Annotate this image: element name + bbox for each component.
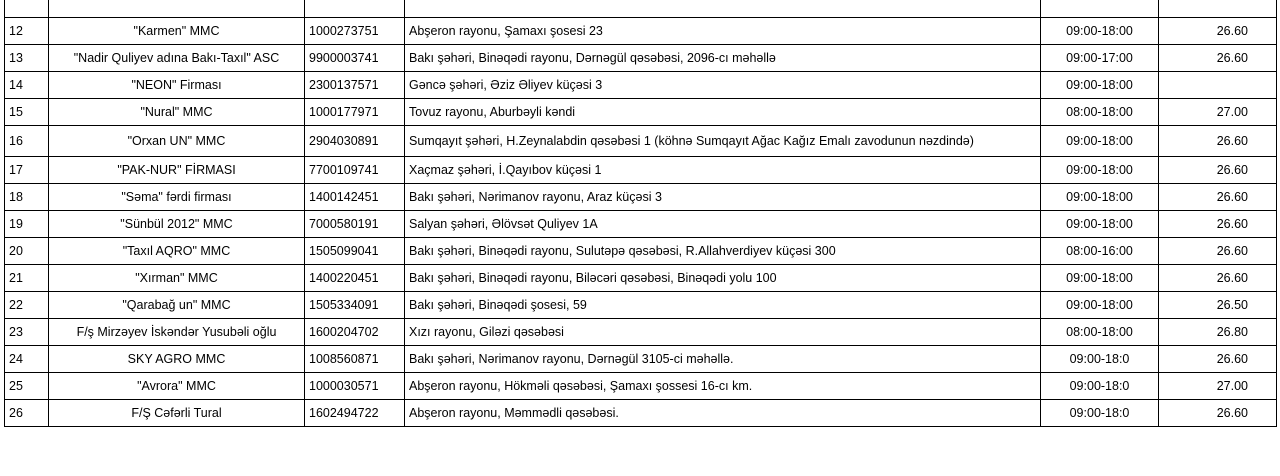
cell-company-name: "Xırman" MMC bbox=[49, 265, 305, 292]
cell-price: 26.60 bbox=[1159, 238, 1277, 265]
cell-tax-id: 1400220451 bbox=[305, 265, 405, 292]
table-row bbox=[5, 292, 1277, 319]
cell-tax-id: 9900003741 bbox=[305, 45, 405, 72]
cell-address: Sumqayıt şəhəri, H.Zeynalabdin qəsəbəsi 1 (köhnə Sumqayıt Ağac Kağız Emalı zavodunun nəzdində) bbox=[405, 126, 1041, 157]
cell-price: 26.60 bbox=[1159, 157, 1277, 184]
table-row bbox=[5, 126, 1277, 157]
cell-number: 23 bbox=[5, 319, 49, 346]
cell-company-name: "Səma" fərdi firması bbox=[49, 184, 305, 211]
cell-address: Bakı şəhəri, Binəqədi şosesi, 59 bbox=[405, 292, 1041, 319]
cell-address: Abşeron rayonu, Hökməli qəsəbəsi, Şamaxı şossesi 16-cı km. bbox=[405, 373, 1041, 400]
table-row bbox=[5, 18, 1277, 45]
cell-address: Xaçmaz şəhəri, İ.Qayıbov küçəsi 1 bbox=[405, 157, 1041, 184]
cell-price: 26.80 bbox=[1159, 319, 1277, 346]
cell-address: Bakı şəhəri, Nərimanov rayonu, Dərnəgül 3105-ci məhəllə. bbox=[405, 346, 1041, 373]
cell-price: 26.60 bbox=[1159, 211, 1277, 238]
cell-working-hours: 08:00-16:00 bbox=[1041, 238, 1159, 265]
table-row bbox=[5, 400, 1277, 427]
cell-working-hours: 09:00-18:0 bbox=[1041, 346, 1159, 373]
cell-company-name: "Taxıl AQRO" MMC bbox=[49, 238, 305, 265]
cell-company-name: SKY AGRO MMC bbox=[49, 346, 305, 373]
cell-price: 27.00 bbox=[1159, 373, 1277, 400]
cell-company-name: "NEON" Firması bbox=[49, 72, 305, 99]
cell-working-hours: 09:00-18:0 bbox=[1041, 400, 1159, 427]
cell-number: 16 bbox=[5, 126, 49, 157]
table-row bbox=[5, 346, 1277, 373]
cell-tax-id: 2300137571 bbox=[305, 72, 405, 99]
cell-number: 22 bbox=[5, 292, 49, 319]
cell-company-name: "Orxan UN" MMC bbox=[49, 126, 305, 157]
suppliers-table bbox=[4, 0, 1277, 427]
table-row bbox=[5, 211, 1277, 238]
cell-price: 26.60 bbox=[1159, 265, 1277, 292]
table-row bbox=[5, 184, 1277, 211]
table-row-cutoff bbox=[5, 0, 1277, 18]
cell-number: 14 bbox=[5, 72, 49, 99]
cell-working-hours: 08:00-18:00 bbox=[1041, 99, 1159, 126]
cell-tax-id: 1505099041 bbox=[305, 238, 405, 265]
cell-number: 20 bbox=[5, 238, 49, 265]
cell-company-name: "Karmen" MMC bbox=[49, 18, 305, 45]
table-row bbox=[5, 72, 1277, 99]
cell-company-name: "PAK-NUR" FİRMASI bbox=[49, 157, 305, 184]
cell-working-hours: 09:00-18:00 bbox=[1041, 265, 1159, 292]
cell-company-name: "Nadir Quliyev adına Bakı-Taxıl" ASC bbox=[49, 45, 305, 72]
table-row bbox=[5, 238, 1277, 265]
cell-address: Bakı şəhəri, Binəqədi rayonu, Dərnəgül qəsəbəsi, 2096-cı məhəllə bbox=[405, 45, 1041, 72]
cell-number: 15 bbox=[5, 99, 49, 126]
cell-tax-id: 1000177971 bbox=[305, 99, 405, 126]
cell-price: 27.00 bbox=[1159, 99, 1277, 126]
cell-company-name: "Avrora" MMC bbox=[49, 373, 305, 400]
cell-tax-id: 2904030891 bbox=[305, 126, 405, 157]
cell-company-name: F/Ş Cəfərli Tural bbox=[49, 400, 305, 427]
cell-working-hours: 08:00-18:00 bbox=[1041, 319, 1159, 346]
cell-working-hours: 09:00-18:00 bbox=[1041, 72, 1159, 99]
table-row bbox=[5, 99, 1277, 126]
cell-working-hours: 09:00-18:00 bbox=[1041, 157, 1159, 184]
cell-company-name: "Sünbül 2012" MMC bbox=[49, 211, 305, 238]
table-row bbox=[5, 265, 1277, 292]
cell-tax-id: 1008560871 bbox=[305, 346, 405, 373]
cell-address: Bakı şəhəri, Nərimanov rayonu, Araz küçəsi 3 bbox=[405, 184, 1041, 211]
cell-address: Bakı şəhəri, Binəqədi rayonu, Biləcəri qəsəbəsi, Binəqədi yolu 100 bbox=[405, 265, 1041, 292]
table-row bbox=[5, 373, 1277, 400]
cell-tax-id: 1505334091 bbox=[305, 292, 405, 319]
cell-address: Abşeron rayonu, Məmmədli qəsəbəsi. bbox=[405, 400, 1041, 427]
cell-working-hours: 09:00-18:00 bbox=[1041, 292, 1159, 319]
cell-number: 13 bbox=[5, 45, 49, 72]
cell-price: 26.60 bbox=[1159, 346, 1277, 373]
cell-number: 17 bbox=[5, 157, 49, 184]
cell-tax-id: 1600204702 bbox=[305, 319, 405, 346]
table-row bbox=[5, 157, 1277, 184]
table-body bbox=[5, 0, 1277, 427]
cell-address: Tovuz rayonu, Aburbəyli kəndi bbox=[405, 99, 1041, 126]
cell-address: Bakı şəhəri, Binəqədi rayonu, Sulutəpə qəsəbəsi, R.Allahverdiyev küçəsi 300 bbox=[405, 238, 1041, 265]
cell-number: 18 bbox=[5, 184, 49, 211]
table-row bbox=[5, 319, 1277, 346]
cell-company-name: F/ş Mirzəyev İskəndər Yusubəli oğlu bbox=[49, 319, 305, 346]
cell-price: 26.60 bbox=[1159, 18, 1277, 45]
cell-number: 21 bbox=[5, 265, 49, 292]
cell-working-hours: 09:00-18:0 bbox=[1041, 373, 1159, 400]
cell-working-hours: 09:00-18:00 bbox=[1041, 18, 1159, 45]
cell-address: Abşeron rayonu, Şamaxı şosesi 23 bbox=[405, 18, 1041, 45]
cell-price bbox=[1159, 72, 1277, 99]
cell-number: 19 bbox=[5, 211, 49, 238]
cell-working-hours: 09:00-17:00 bbox=[1041, 45, 1159, 72]
cell-tax-id: 7700109741 bbox=[305, 157, 405, 184]
cell-working-hours: 09:00-18:00 bbox=[1041, 184, 1159, 211]
cell-number: 12 bbox=[5, 18, 49, 45]
cell-company-name: "Qarabağ un" MMC bbox=[49, 292, 305, 319]
cell-tax-id: 1000030571 bbox=[305, 373, 405, 400]
cell-address: Gəncə şəhəri, Əziz Əliyev küçəsi 3 bbox=[405, 72, 1041, 99]
cell-address: Salyan şəhəri, Əlövsət Quliyev 1A bbox=[405, 211, 1041, 238]
cell-tax-id: 1400142451 bbox=[305, 184, 405, 211]
cell-price: 26.60 bbox=[1159, 45, 1277, 72]
cell-tax-id: 1000273751 bbox=[305, 18, 405, 45]
cell-tax-id: 1602494722 bbox=[305, 400, 405, 427]
cell-working-hours: 09:00-18:00 bbox=[1041, 126, 1159, 157]
cell-price: 26.50 bbox=[1159, 292, 1277, 319]
cell-price: 26.60 bbox=[1159, 126, 1277, 157]
cell-company-name: "Nural" MMC bbox=[49, 99, 305, 126]
cell-price: 26.60 bbox=[1159, 400, 1277, 427]
cell-number: 26 bbox=[5, 400, 49, 427]
cell-address: Xızı rayonu, Giləzi qəsəbəsi bbox=[405, 319, 1041, 346]
cell-price: 26.60 bbox=[1159, 184, 1277, 211]
cell-number: 24 bbox=[5, 346, 49, 373]
cell-tax-id: 7000580191 bbox=[305, 211, 405, 238]
cell-number: 25 bbox=[5, 373, 49, 400]
cell-working-hours: 09:00-18:00 bbox=[1041, 211, 1159, 238]
table-row bbox=[5, 45, 1277, 72]
